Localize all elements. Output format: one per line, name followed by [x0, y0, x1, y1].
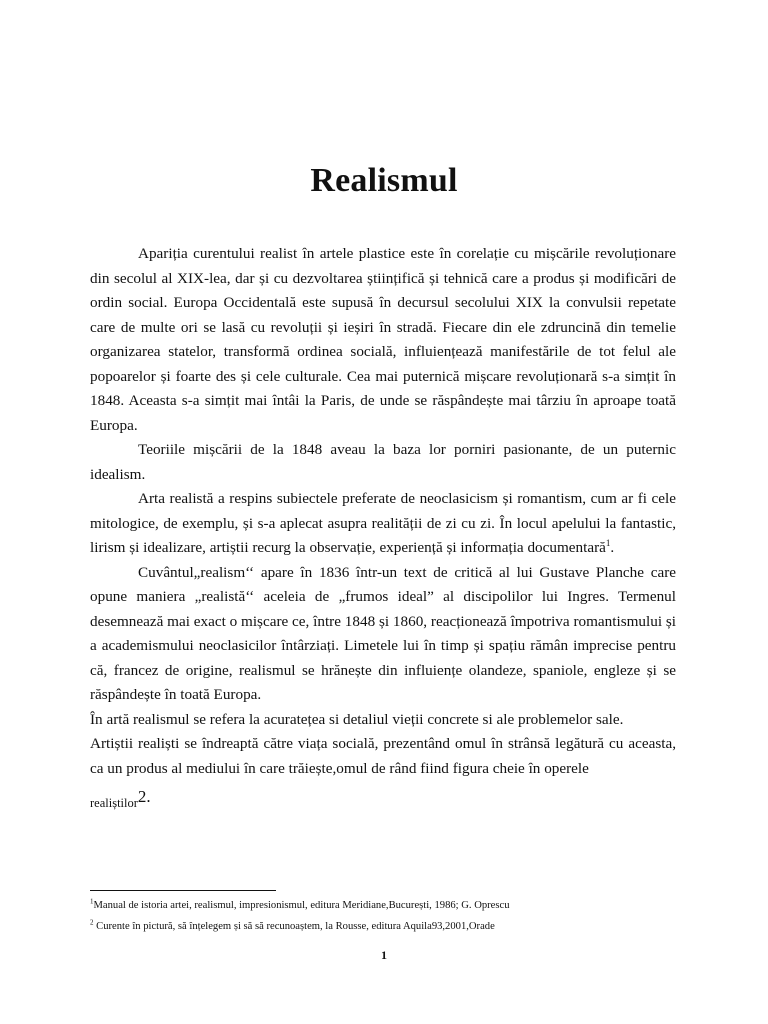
paragraph: [90, 786, 676, 816]
paragraph-text: Arta realistă a respins subiectele preferate de neoclasicism și romantism, cum ar fi cele mitologice, de exemplu, și s-a aplecat asupra realității de zi cu zi. În locul apelului la fantastic, lirism și idealizare, artiștii recurg la observație, experiență și informația documentară: [90, 490, 676, 556]
paragraph: În artă realismul se refera la acuratețea si detaliul vieții concrete si ale problemelor sale.: [90, 710, 624, 728]
paragraph: Teoriile mișcării de la 1848 aveau la baza lor porniri pasionante, de un puternic idealism.: [90, 441, 676, 483]
footnote: [90, 916, 690, 937]
paragraph: Artiștii realiști se îndreaptă către viața socială, prezentând omul în strânsă legătură cu aceasta, ca un produs al mediului în care trăiește,omul de rând fiind figura cheie în operele: [90, 735, 676, 777]
footnote-mark: 2: [90, 918, 94, 927]
page-number: 1: [381, 948, 387, 962]
paragraph: Apariția curentului realist în artele plastice este în corelație cu mișcările revoluționare din secolul al XIX-lea, dar și cu dezvoltarea științifică și tehnică care a produs și modificări de ordin social. Europa Occidentală este supusă în decursul secolului XIX la convulsii repetate care de multe ori se lasă cu revoluții și ieșiri în stradă. Fiecare din ele zdruncină din temelie organizarea statelor, transformă ordinea socială, influiențează manifestările de tot felul ale popoarelor și foarte des și cele culturale. Cea mai puternică mișcare revoluționară s-a simțit în 1848. Aceasta s-a simțit mai întâi la Paris, de unde se răspândește mai târziu în aproape toată Europa.: [90, 245, 676, 434]
footnote-ref[interactable]: 1: [605, 537, 611, 548]
body-text: [90, 242, 676, 816]
footnote: [90, 895, 690, 916]
footnote-mark: 1: [90, 897, 94, 906]
paragraph-text: realiștilor: [90, 796, 138, 810]
page-title: Realismul: [310, 162, 458, 199]
footnotes: [90, 895, 690, 937]
paragraph: Arta realistă a respins subiectele preferate de neoclasicism și romantism, cum ar fi cele mitologice, de exemplu, și s-a aplecat asupra realității de zi cu zi. În locul apelului la fantastic, lirism și idealizare, artiștii recurg la observație, experiență și informația documentară$^1$.: [90, 490, 676, 556]
footnote-separator: [90, 890, 276, 891]
paragraph: Cuvântul„realism‘‘ apare în 1836 într-un text de critică al lui Gustave Planche care opune maniera „realistă‘‘ aceleia de „frumos ideal” al discipolilor lui Ingres. Termenul desemnează mai exact o mișcare ce, între 1848 și 1860, reacționează împotriva romantismului și a academismului neoclasicilor întârziați. Limetele lui în timp și spațiu rămân imprecise pentru că, francez de origine, realismul se hrănește din influiențe olandeze, spaniole, engleze și se răspândește în toată Europa.: [90, 563, 676, 703]
footnote-text: Curente în pictură, să înțelegem și să să recunoaștem, la Rousse, editura Aquila93,2001,Orade: [93, 921, 495, 932]
footnote-ref[interactable]: 2.: [137, 786, 151, 806]
footnote-text: Manual de istoria artei, realismul, impresionismul, editura Meridiane,București, 1986; G. Oprescu: [93, 900, 510, 911]
